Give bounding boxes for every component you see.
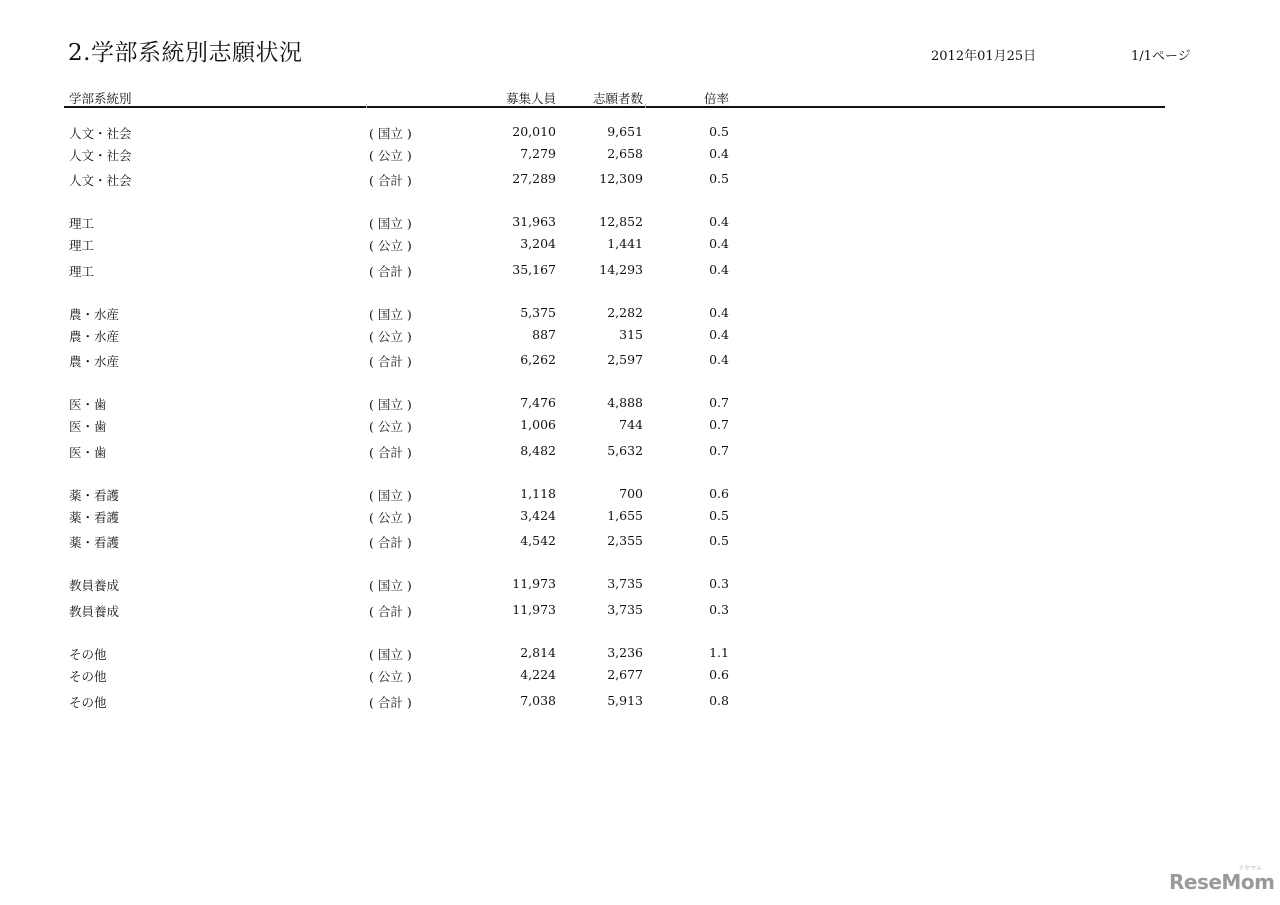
- cell-type: ( 国立 ): [369, 216, 412, 231]
- cell-ratio: 0.4: [709, 305, 729, 320]
- table-row: [0, 645, 760, 661]
- cell-type: ( 合計 ): [369, 173, 412, 188]
- cell-capacity: 11,973: [512, 602, 556, 617]
- cell-applicants: 3,735: [607, 602, 643, 617]
- cell-field: 農・水産: [69, 307, 120, 322]
- cell-capacity: 7,476: [520, 395, 556, 410]
- cell-type: ( 合計 ): [369, 264, 412, 279]
- cell-field: その他: [69, 695, 107, 710]
- cell-applicants: 700: [619, 486, 643, 501]
- cell-field: 人文・社会: [69, 148, 132, 163]
- cell-field: 薬・看護: [69, 535, 120, 550]
- cell-type: ( 合計 ): [369, 535, 412, 550]
- cell-applicants: 12,309: [599, 171, 643, 186]
- cell-ratio: 0.7: [709, 395, 729, 410]
- cell-applicants: 14,293: [599, 262, 643, 277]
- page-number: 1/1ページ: [1131, 49, 1191, 64]
- table-row: [0, 667, 760, 683]
- cell-capacity: 35,167: [512, 262, 556, 277]
- table-row: [0, 124, 760, 140]
- cell-ratio: 0.4: [709, 236, 729, 251]
- cell-field: 教員養成: [69, 604, 120, 619]
- cell-ratio: 0.4: [709, 327, 729, 342]
- page-title: 2.学部系統別志願状況: [68, 40, 303, 66]
- cell-field: 医・歯: [69, 445, 107, 460]
- cell-field: 医・歯: [69, 397, 107, 412]
- table-row: [0, 417, 760, 433]
- cell-type: ( 合計 ): [369, 604, 412, 619]
- watermark-subtext: リセマム: [1238, 865, 1262, 872]
- table-row: [0, 486, 760, 502]
- cell-applicants: 2,355: [607, 533, 643, 548]
- cell-ratio: 0.4: [709, 214, 729, 229]
- table-row: [0, 214, 760, 230]
- cell-capacity: 11,973: [512, 576, 556, 591]
- cell-capacity: 3,204: [520, 236, 556, 251]
- cell-type: ( 国立 ): [369, 397, 412, 412]
- cell-capacity: 4,542: [520, 533, 556, 548]
- table-row: [0, 236, 760, 252]
- table-row: [0, 171, 760, 187]
- cell-capacity: 2,814: [520, 645, 556, 660]
- cell-applicants: 3,735: [607, 576, 643, 591]
- cell-field: その他: [69, 647, 107, 662]
- cell-capacity: 6,262: [520, 352, 556, 367]
- table-row: [0, 262, 760, 278]
- cell-applicants: 2,597: [607, 352, 643, 367]
- cell-field: 人文・社会: [69, 173, 132, 188]
- cell-applicants: 12,852: [599, 214, 643, 229]
- table-row: [0, 443, 760, 459]
- cell-field: その他: [69, 669, 107, 684]
- cell-type: ( 合計 ): [369, 445, 412, 460]
- report-date: 2012年01月25日: [931, 49, 1037, 64]
- cell-capacity: 20,010: [512, 124, 556, 139]
- cell-ratio: 0.4: [709, 262, 729, 277]
- cell-ratio: 0.3: [709, 576, 729, 591]
- cell-ratio: 0.6: [709, 486, 729, 501]
- cell-type: ( 公立 ): [369, 238, 412, 253]
- column-header-ratio: 倍率: [703, 91, 729, 106]
- cell-ratio: 0.5: [709, 508, 729, 523]
- cell-field: 人文・社会: [69, 126, 132, 141]
- cell-ratio: 0.7: [709, 417, 729, 432]
- cell-applicants: 2,282: [607, 305, 643, 320]
- cell-field: 理工: [69, 238, 95, 253]
- cell-capacity: 1,006: [520, 417, 556, 432]
- table-row: [0, 693, 760, 709]
- cell-field: 農・水産: [69, 354, 120, 369]
- cell-field: 薬・看護: [69, 488, 120, 503]
- cell-field: 教員養成: [69, 578, 120, 593]
- cell-field: 医・歯: [69, 419, 107, 434]
- cell-ratio: 0.4: [709, 352, 729, 367]
- cell-field: 理工: [69, 216, 95, 231]
- cell-capacity: 3,424: [520, 508, 556, 523]
- cell-capacity: 8,482: [520, 443, 556, 458]
- cell-ratio: 0.4: [709, 146, 729, 161]
- cell-capacity: 4,224: [520, 667, 556, 682]
- cell-applicants: 1,441: [607, 236, 643, 251]
- cell-ratio: 0.5: [709, 533, 729, 548]
- cell-applicants: 2,677: [607, 667, 643, 682]
- cell-applicants: 2,658: [607, 146, 643, 161]
- cell-type: ( 公立 ): [369, 510, 412, 525]
- table-row: [0, 395, 760, 411]
- cell-type: ( 公立 ): [369, 419, 412, 434]
- cell-capacity: 1,118: [520, 486, 556, 501]
- cell-capacity: 7,038: [520, 693, 556, 708]
- cell-type: ( 国立 ): [369, 647, 412, 662]
- cell-type: ( 合計 ): [369, 354, 412, 369]
- column-header-capacity: 募集人員: [505, 91, 556, 106]
- cell-ratio: 0.5: [709, 171, 729, 186]
- table-row: [0, 576, 760, 592]
- column-header-field: 学部系統別: [69, 91, 132, 106]
- cell-type: ( 国立 ): [369, 488, 412, 503]
- cell-ratio: 0.3: [709, 602, 729, 617]
- cell-ratio: 1.1: [709, 645, 729, 660]
- cell-type: ( 国立 ): [369, 126, 412, 141]
- cell-ratio: 0.5: [709, 124, 729, 139]
- cell-applicants: 1,655: [607, 508, 643, 523]
- cell-ratio: 0.8: [709, 693, 729, 708]
- cell-field: 農・水産: [69, 329, 120, 344]
- cell-applicants: 744: [619, 417, 643, 432]
- table-row: [0, 352, 760, 368]
- cell-applicants: 315: [619, 327, 643, 342]
- cell-field: 薬・看護: [69, 510, 120, 525]
- cell-ratio: 0.6: [709, 667, 729, 682]
- cell-applicants: 4,888: [607, 395, 643, 410]
- table-row: [0, 305, 760, 321]
- table-row: [0, 508, 760, 524]
- cell-type: ( 公立 ): [369, 669, 412, 684]
- cell-type: ( 国立 ): [369, 307, 412, 322]
- table-row: [0, 533, 760, 549]
- cell-ratio: 0.7: [709, 443, 729, 458]
- column-header-applicants: 志願者数: [592, 91, 643, 106]
- table-row: [0, 327, 760, 343]
- cell-capacity: 5,375: [520, 305, 556, 320]
- cell-capacity: 31,963: [512, 214, 556, 229]
- cell-applicants: 3,236: [607, 645, 643, 660]
- cell-type: ( 国立 ): [369, 578, 412, 593]
- cell-type: ( 公立 ): [369, 148, 412, 163]
- table-row: [0, 146, 760, 162]
- cell-type: ( 公立 ): [369, 329, 412, 344]
- cell-applicants: 9,651: [607, 124, 643, 139]
- cell-type: ( 合計 ): [369, 695, 412, 710]
- cell-applicants: 5,632: [607, 443, 643, 458]
- cell-capacity: 7,279: [520, 146, 556, 161]
- cell-capacity: 27,289: [512, 171, 556, 186]
- table-row: [0, 602, 760, 618]
- cell-field: 理工: [69, 264, 95, 279]
- cell-capacity: 887: [532, 327, 556, 342]
- cell-applicants: 5,913: [607, 693, 643, 708]
- resemom-logo: ReseMom: [1169, 870, 1275, 894]
